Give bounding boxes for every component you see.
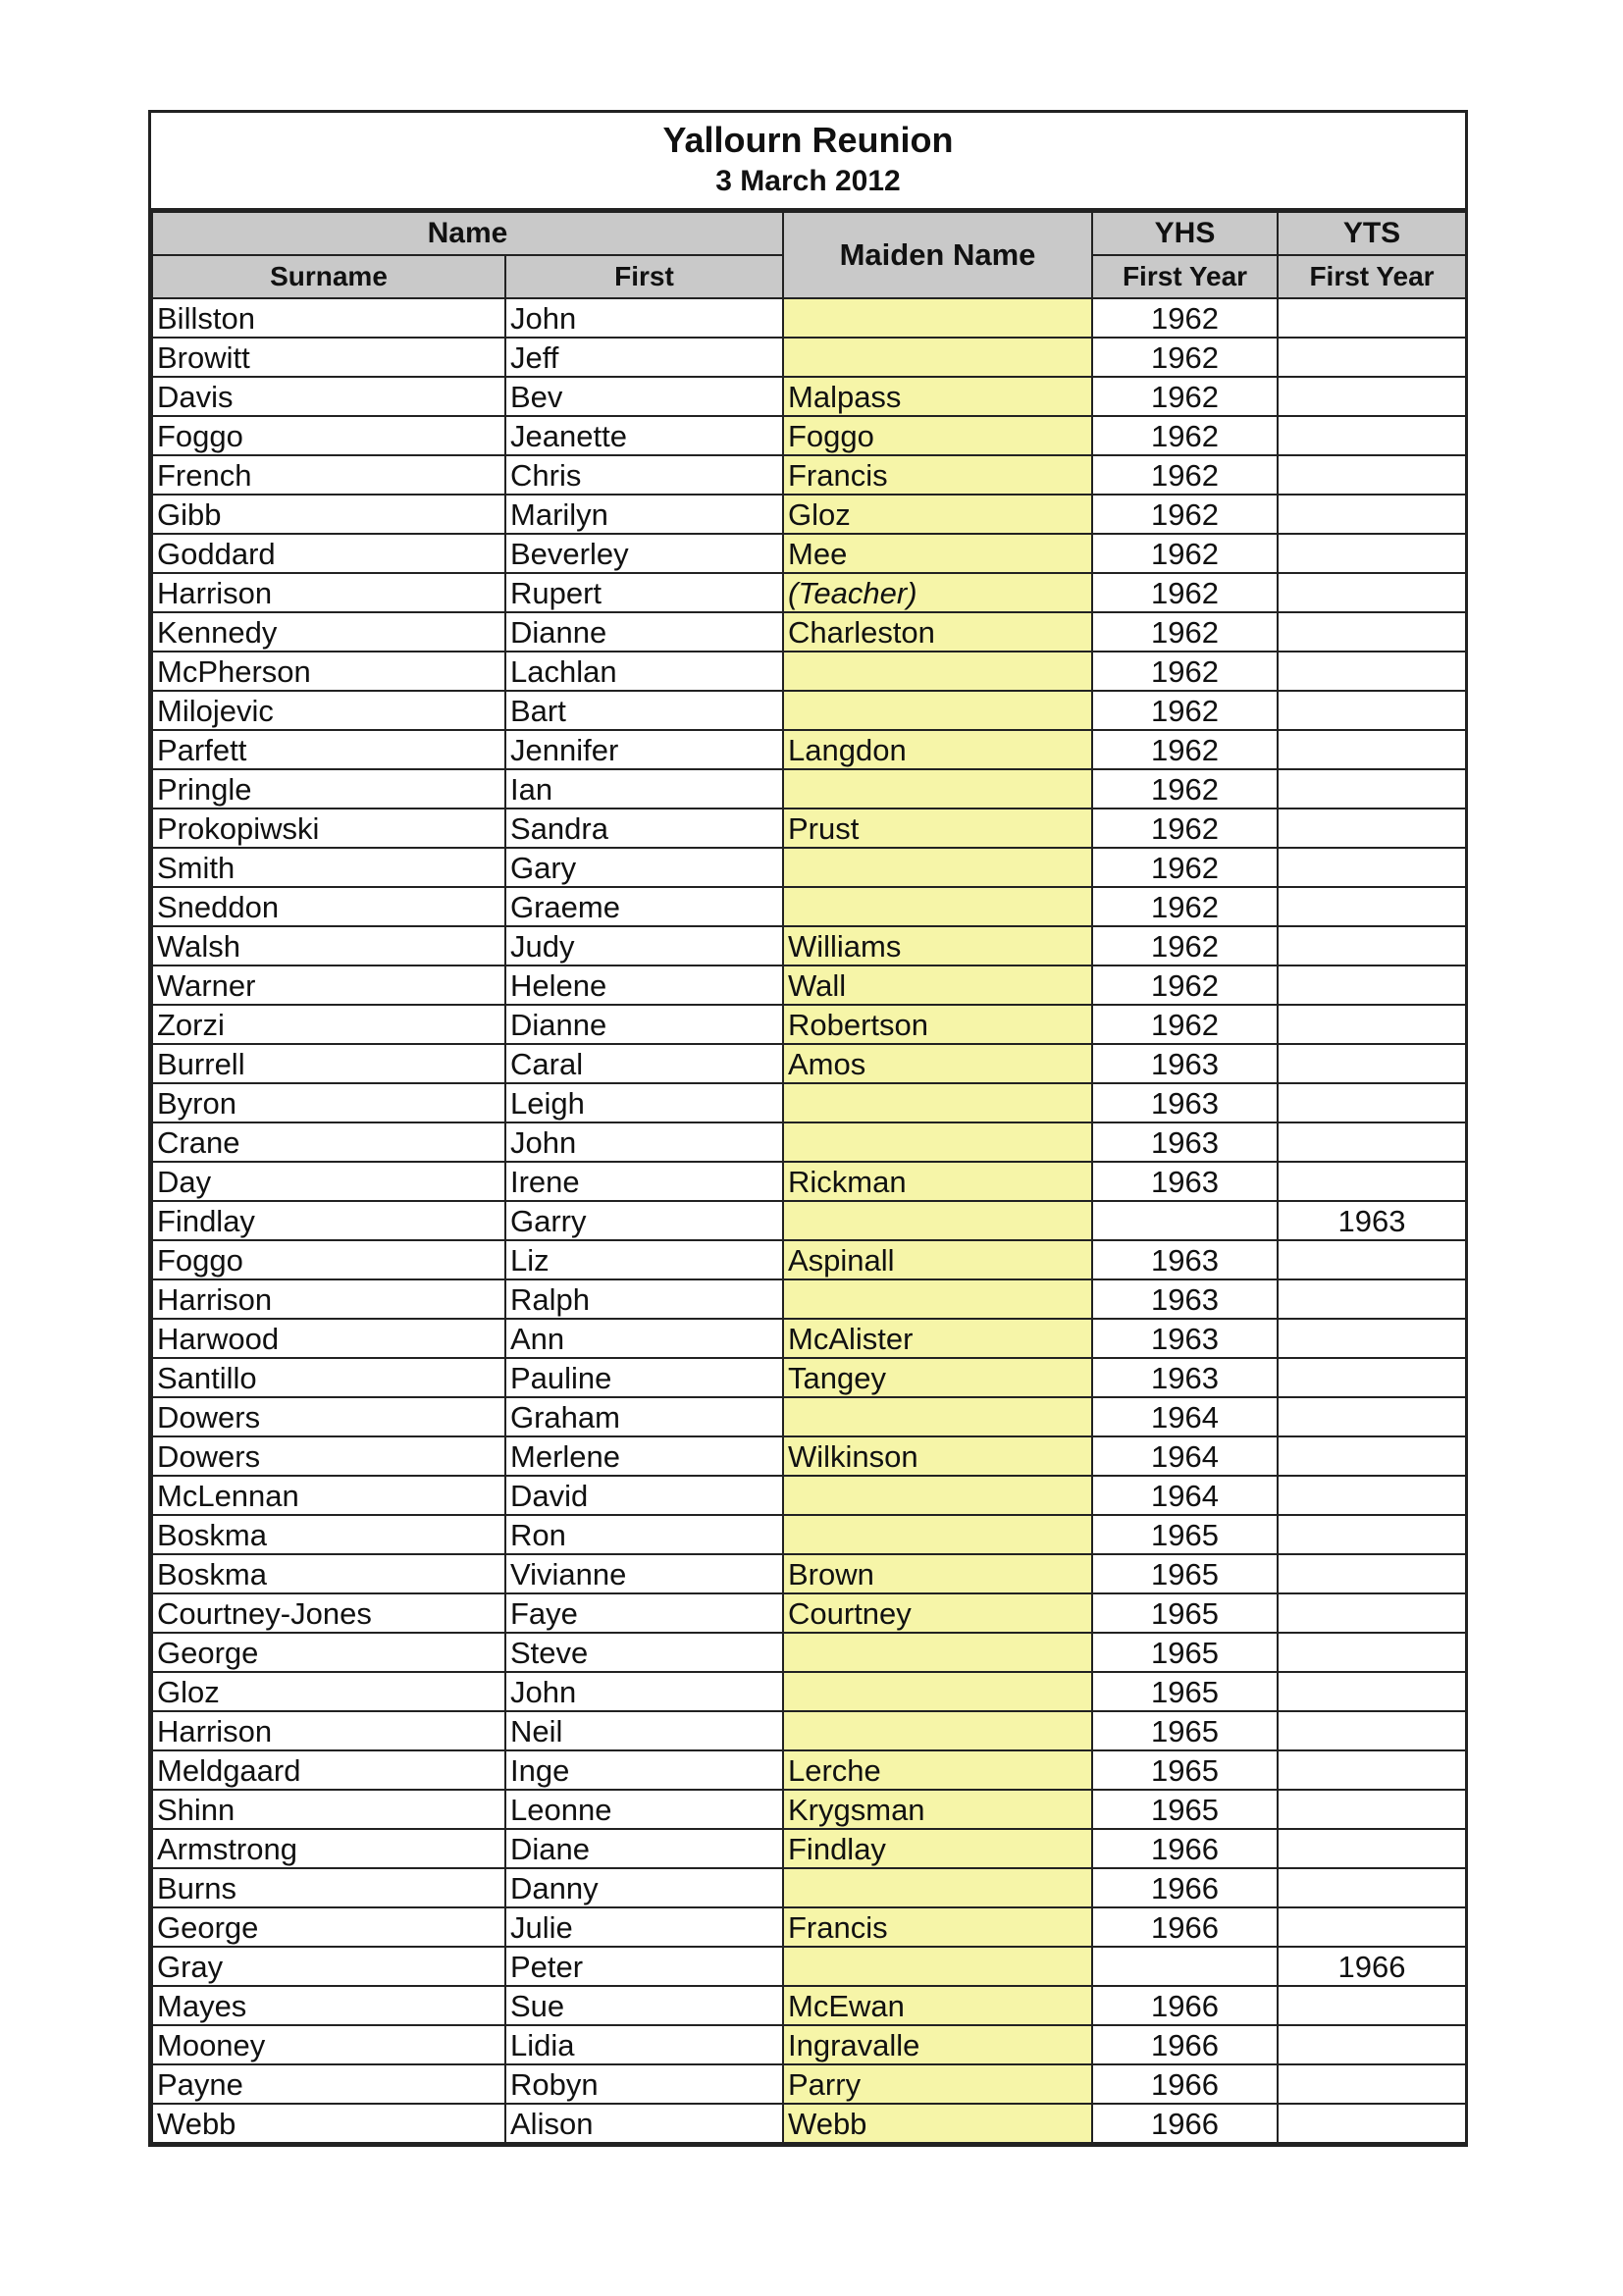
surname-cell: Foggo — [152, 1240, 505, 1279]
first-name-cell: Bart — [505, 691, 783, 730]
surname-cell: Meldgaard — [152, 1750, 505, 1790]
first-name-cell: Inge — [505, 1750, 783, 1790]
yhs-first-year-cell: 1962 — [1092, 612, 1278, 652]
yhs-first-year-cell: 1966 — [1092, 2064, 1278, 2104]
yts-first-year-cell — [1278, 2064, 1466, 2104]
first-name-cell: John — [505, 1672, 783, 1711]
maiden-name-cell: Tangey — [783, 1358, 1092, 1397]
yhs-first-year-cell: 1962 — [1092, 1005, 1278, 1044]
first-name-cell: Bev — [505, 377, 783, 416]
maiden-name-cell: Aspinall — [783, 1240, 1092, 1279]
yts-first-year-cell — [1278, 926, 1466, 965]
surname-cell: Zorzi — [152, 1005, 505, 1044]
yts-first-year-cell — [1278, 2025, 1466, 2064]
table-row — [152, 298, 1466, 338]
maiden-name-cell: Gloz — [783, 495, 1092, 534]
surname-cell: Day — [152, 1162, 505, 1201]
yhs-first-year-cell: 1965 — [1092, 1593, 1278, 1633]
yhs-first-year-cell: 1963 — [1092, 1319, 1278, 1358]
table-row — [152, 652, 1466, 691]
maiden-name-cell: Wilkinson — [783, 1436, 1092, 1476]
yhs-first-year-cell: 1962 — [1092, 455, 1278, 495]
surname-cell: Dowers — [152, 1436, 505, 1476]
first-name-cell: Faye — [505, 1593, 783, 1633]
yhs-first-year-cell: 1965 — [1092, 1711, 1278, 1750]
table-row — [152, 809, 1466, 848]
table-row — [152, 1790, 1466, 1829]
first-name-cell: Caral — [505, 1044, 783, 1083]
yhs-first-year-cell: 1966 — [1092, 2104, 1278, 2143]
yts-first-year-cell — [1278, 1554, 1466, 1593]
yts-first-year-cell — [1278, 1397, 1466, 1436]
yts-first-year-cell — [1278, 730, 1466, 769]
yts-first-year-cell — [1278, 1122, 1466, 1162]
yhs-first-year-cell: 1963 — [1092, 1083, 1278, 1122]
surname-cell: Boskma — [152, 1554, 505, 1593]
yhs-first-year-cell: 1963 — [1092, 1240, 1278, 1279]
surname-cell: Walsh — [152, 926, 505, 965]
yts-first-year-cell — [1278, 534, 1466, 573]
yhs-first-year-cell: 1962 — [1092, 573, 1278, 612]
yts-first-year-cell — [1278, 1083, 1466, 1122]
table-row — [152, 730, 1466, 769]
maiden-name-cell — [783, 298, 1092, 338]
surname-cell: Sneddon — [152, 887, 505, 926]
yhs-first-year-cell: 1964 — [1092, 1397, 1278, 1436]
first-name-cell: Gary — [505, 848, 783, 887]
yhs-first-year-cell: 1963 — [1092, 1162, 1278, 1201]
yts-first-year-cell — [1278, 1044, 1466, 1083]
table-row — [152, 1358, 1466, 1397]
table-row — [152, 1122, 1466, 1162]
first-name-cell: Lachlan — [505, 652, 783, 691]
table-row — [152, 1044, 1466, 1083]
yhs-first-year-cell: 1962 — [1092, 377, 1278, 416]
yts-first-year-cell — [1278, 1279, 1466, 1319]
yhs-first-year-cell: 1965 — [1092, 1790, 1278, 1829]
table-row — [152, 1436, 1466, 1476]
maiden-name-cell: Wall — [783, 965, 1092, 1005]
yts-first-year-cell — [1278, 965, 1466, 1005]
yts-first-year-cell — [1278, 1319, 1466, 1358]
yts-first-year-cell — [1278, 1240, 1466, 1279]
yts-first-year-cell — [1278, 691, 1466, 730]
table-row — [152, 1672, 1466, 1711]
surname-cell: Goddard — [152, 534, 505, 573]
yts-first-year-cell — [1278, 1476, 1466, 1515]
name-group-header: Name — [152, 212, 783, 255]
yhs-header: YHS — [1092, 212, 1278, 255]
surname-cell: Gibb — [152, 495, 505, 534]
yhs-first-year-cell: 1965 — [1092, 1750, 1278, 1790]
yts-first-year-cell — [1278, 1750, 1466, 1790]
first-name-cell: Ralph — [505, 1279, 783, 1319]
yhs-first-year-cell: 1966 — [1092, 1986, 1278, 2025]
surname-cell: Pringle — [152, 769, 505, 809]
table-row — [152, 926, 1466, 965]
yhs-first-year-cell: 1962 — [1092, 416, 1278, 455]
table-row — [152, 1750, 1466, 1790]
surname-cell: George — [152, 1907, 505, 1947]
maiden-name-cell: Lerche — [783, 1750, 1092, 1790]
maiden-name-cell: Ingravalle — [783, 2025, 1092, 2064]
event-date: 3 March 2012 — [715, 165, 901, 197]
yhs-first-year-cell: 1965 — [1092, 1672, 1278, 1711]
first-name-cell: Ian — [505, 769, 783, 809]
surname-cell: Gray — [152, 1947, 505, 1986]
table-row — [152, 1005, 1466, 1044]
surname-cell: Armstrong — [152, 1829, 505, 1868]
yts-first-year-cell: 1963 — [1278, 1201, 1466, 1240]
yts-first-year-cell — [1278, 455, 1466, 495]
table-row — [152, 1319, 1466, 1358]
table-row — [152, 691, 1466, 730]
surname-cell: Boskma — [152, 1515, 505, 1554]
maiden-name-cell: Courtney — [783, 1593, 1092, 1633]
first-name-cell: Graham — [505, 1397, 783, 1436]
yhs-first-year-cell: 1965 — [1092, 1554, 1278, 1593]
maiden-name-cell — [783, 691, 1092, 730]
maiden-name-cell — [783, 1397, 1092, 1436]
first-name-cell: Liz — [505, 1240, 783, 1279]
first-name-cell: Leigh — [505, 1083, 783, 1122]
yhs-first-year-cell: 1964 — [1092, 1476, 1278, 1515]
first-name-cell: Jeff — [505, 338, 783, 377]
first-name-cell: Ron — [505, 1515, 783, 1554]
yhs-first-year-cell: 1965 — [1092, 1633, 1278, 1672]
attendee-table — [151, 211, 1467, 2144]
maiden-name-cell: McAlister — [783, 1319, 1092, 1358]
maiden-name-cell: Charleston — [783, 612, 1092, 652]
maiden-name-cell: Francis — [783, 1907, 1092, 1947]
surname-cell: Harwood — [152, 1319, 505, 1358]
first-name-cell: Helene — [505, 965, 783, 1005]
table-row — [152, 1633, 1466, 1672]
yts-first-year-cell — [1278, 495, 1466, 534]
yts-first-year-cell — [1278, 652, 1466, 691]
maiden-name-cell — [783, 338, 1092, 377]
surname-cell: Mooney — [152, 2025, 505, 2064]
table-row — [152, 1986, 1466, 2025]
maiden-name-cell — [783, 1083, 1092, 1122]
table-row — [152, 377, 1466, 416]
first-name-cell: Dianne — [505, 612, 783, 652]
first-name-cell: John — [505, 298, 783, 338]
maiden-name-cell — [783, 1476, 1092, 1515]
yhs-first-year-cell: 1966 — [1092, 1907, 1278, 1947]
first-name-cell: Jeanette — [505, 416, 783, 455]
surname-cell: Prokopiwski — [152, 809, 505, 848]
surname-cell: Webb — [152, 2104, 505, 2143]
yhs-first-year-cell — [1092, 1201, 1278, 1240]
maiden-name-cell: Krygsman — [783, 1790, 1092, 1829]
surname-cell: Santillo — [152, 1358, 505, 1397]
table-row — [152, 338, 1466, 377]
table-row — [152, 1868, 1466, 1907]
maiden-name-cell: Robertson — [783, 1005, 1092, 1044]
yts-first-year-cell — [1278, 1005, 1466, 1044]
yhs-first-year-cell: 1962 — [1092, 887, 1278, 926]
yhs-first-year-cell: 1962 — [1092, 534, 1278, 573]
table-row — [152, 1083, 1466, 1122]
maiden-name-cell: Langdon — [783, 730, 1092, 769]
maiden-name-cell: Francis — [783, 455, 1092, 495]
yts-first-year-cell — [1278, 1790, 1466, 1829]
yhs-first-year-cell: 1962 — [1092, 691, 1278, 730]
surname-cell: Crane — [152, 1122, 505, 1162]
first-name-cell: Neil — [505, 1711, 783, 1750]
yhs-first-year-cell: 1962 — [1092, 848, 1278, 887]
maiden-name-cell: Webb — [783, 2104, 1092, 2143]
surname-cell: Browitt — [152, 338, 505, 377]
yhs-first-year-cell: 1964 — [1092, 1436, 1278, 1476]
maiden-name-cell — [783, 1201, 1092, 1240]
surname-cell: Billston — [152, 298, 505, 338]
yhs-first-year-cell: 1962 — [1092, 298, 1278, 338]
yhs-first-year-cell: 1962 — [1092, 926, 1278, 965]
table-row — [152, 1907, 1466, 1947]
surname-cell: Warner — [152, 965, 505, 1005]
table-row — [152, 965, 1466, 1005]
yhs-first-year-cell: 1962 — [1092, 965, 1278, 1005]
maiden-name-cell — [783, 848, 1092, 887]
table-row — [152, 2104, 1466, 2143]
yts-first-year-header: First Year — [1278, 255, 1466, 298]
surname-cell: Harrison — [152, 1279, 505, 1319]
yts-first-year-cell — [1278, 298, 1466, 338]
first-name-cell: Sue — [505, 1986, 783, 2025]
surname-cell: Harrison — [152, 1711, 505, 1750]
surname-cell: Payne — [152, 2064, 505, 2104]
maiden-name-cell — [783, 769, 1092, 809]
surname-header: Surname — [152, 255, 505, 298]
first-name-cell: Alison — [505, 2104, 783, 2143]
first-name-cell: Steve — [505, 1633, 783, 1672]
surname-cell: McLennan — [152, 1476, 505, 1515]
maiden-name-cell — [783, 1947, 1092, 1986]
table-row — [152, 887, 1466, 926]
first-name-cell: Graeme — [505, 887, 783, 926]
surname-cell: Courtney-Jones — [152, 1593, 505, 1633]
surname-cell: Parfett — [152, 730, 505, 769]
page-title: Yallourn Reunion — [662, 120, 954, 160]
first-name-cell: Leonne — [505, 1790, 783, 1829]
yts-first-year-cell — [1278, 1986, 1466, 2025]
maiden-name-cell — [783, 887, 1092, 926]
surname-cell: Burns — [152, 1868, 505, 1907]
yhs-first-year-cell: 1963 — [1092, 1122, 1278, 1162]
surname-cell: Davis — [152, 377, 505, 416]
surname-cell: Burrell — [152, 1044, 505, 1083]
surname-cell: Kennedy — [152, 612, 505, 652]
maiden-name-cell — [783, 1711, 1092, 1750]
yts-first-year-cell — [1278, 416, 1466, 455]
first-name-cell: Marilyn — [505, 495, 783, 534]
yts-first-year-cell — [1278, 612, 1466, 652]
table-row — [152, 2025, 1466, 2064]
table-row — [152, 1162, 1466, 1201]
yts-first-year-cell — [1278, 1633, 1466, 1672]
first-name-cell: Dianne — [505, 1005, 783, 1044]
table-row — [152, 1829, 1466, 1868]
maiden-name-cell: Parry — [783, 2064, 1092, 2104]
yts-first-year-cell — [1278, 2104, 1466, 2143]
first-name-cell: Peter — [505, 1947, 783, 1986]
maiden-name-cell — [783, 1868, 1092, 1907]
table-row — [152, 1515, 1466, 1554]
surname-cell: Shinn — [152, 1790, 505, 1829]
first-name-header: First — [505, 255, 783, 298]
surname-cell: Gloz — [152, 1672, 505, 1711]
maiden-name-cell: Rickman — [783, 1162, 1092, 1201]
table-row — [152, 1240, 1466, 1279]
table-row — [152, 2064, 1466, 2104]
first-name-cell: Robyn — [505, 2064, 783, 2104]
first-name-cell: Garry — [505, 1201, 783, 1240]
first-name-cell: Jennifer — [505, 730, 783, 769]
table-row — [152, 416, 1466, 455]
table-row — [152, 1476, 1466, 1515]
table-row — [152, 573, 1466, 612]
yts-first-year-cell — [1278, 1593, 1466, 1633]
yhs-first-year-cell: 1966 — [1092, 2025, 1278, 2064]
yts-first-year-cell — [1278, 1436, 1466, 1476]
first-name-cell: Ann — [505, 1319, 783, 1358]
first-name-cell: Danny — [505, 1868, 783, 1907]
surname-cell: Harrison — [152, 573, 505, 612]
maiden-name-cell: Malpass — [783, 377, 1092, 416]
yts-first-year-cell — [1278, 769, 1466, 809]
table-row — [152, 1947, 1466, 1986]
table-row — [152, 1279, 1466, 1319]
table-row — [152, 495, 1466, 534]
first-name-cell: Beverley — [505, 534, 783, 573]
yts-first-year-cell — [1278, 1162, 1466, 1201]
table-row — [152, 1593, 1466, 1633]
yhs-first-year-cell — [1092, 1947, 1278, 1986]
first-name-cell: Rupert — [505, 573, 783, 612]
table-row — [152, 848, 1466, 887]
yhs-first-year-header: First Year — [1092, 255, 1278, 298]
first-name-cell: Lidia — [505, 2025, 783, 2064]
surname-cell: George — [152, 1633, 505, 1672]
yts-first-year-cell — [1278, 809, 1466, 848]
first-name-cell: Merlene — [505, 1436, 783, 1476]
surname-cell: Dowers — [152, 1397, 505, 1436]
yts-first-year-cell — [1278, 1868, 1466, 1907]
yts-first-year-cell — [1278, 1358, 1466, 1397]
first-name-cell: John — [505, 1122, 783, 1162]
yts-first-year-cell — [1278, 848, 1466, 887]
attendee-rows — [152, 298, 1466, 2143]
yts-first-year-cell — [1278, 377, 1466, 416]
maiden-name-cell — [783, 652, 1092, 691]
table-row — [152, 1201, 1466, 1240]
yts-first-year-cell: 1966 — [1278, 1947, 1466, 1986]
maiden-name-cell: Brown — [783, 1554, 1092, 1593]
yts-first-year-cell — [1278, 1711, 1466, 1750]
table-row — [152, 769, 1466, 809]
maiden-name-cell — [783, 1672, 1092, 1711]
maiden-name-cell: (Teacher) — [783, 573, 1092, 612]
surname-cell: French — [152, 455, 505, 495]
table-row — [152, 1397, 1466, 1436]
surname-cell: Findlay — [152, 1201, 505, 1240]
yhs-first-year-cell: 1962 — [1092, 769, 1278, 809]
first-name-cell: Sandra — [505, 809, 783, 848]
surname-cell: Foggo — [152, 416, 505, 455]
yts-header: YTS — [1278, 212, 1466, 255]
first-name-cell: Irene — [505, 1162, 783, 1201]
first-name-cell: Julie — [505, 1907, 783, 1947]
maiden-name-cell: Amos — [783, 1044, 1092, 1083]
yhs-first-year-cell: 1963 — [1092, 1358, 1278, 1397]
maiden-name-cell: Foggo — [783, 416, 1092, 455]
surname-cell: Mayes — [152, 1986, 505, 2025]
yts-first-year-cell — [1278, 1829, 1466, 1868]
yhs-first-year-cell: 1962 — [1092, 730, 1278, 769]
maiden-name-header: Maiden Name — [783, 212, 1092, 298]
table-row — [152, 1554, 1466, 1593]
yhs-first-year-cell: 1963 — [1092, 1279, 1278, 1319]
surname-cell: Byron — [152, 1083, 505, 1122]
yhs-first-year-cell: 1966 — [1092, 1868, 1278, 1907]
yhs-first-year-cell: 1966 — [1092, 1829, 1278, 1868]
yts-first-year-cell — [1278, 887, 1466, 926]
first-name-cell: Chris — [505, 455, 783, 495]
first-name-cell: Diane — [505, 1829, 783, 1868]
table-row — [152, 534, 1466, 573]
yhs-first-year-cell: 1962 — [1092, 495, 1278, 534]
surname-cell: McPherson — [152, 652, 505, 691]
yhs-first-year-cell: 1962 — [1092, 652, 1278, 691]
maiden-name-cell — [783, 1122, 1092, 1162]
maiden-name-cell: Prust — [783, 809, 1092, 848]
first-name-cell: David — [505, 1476, 783, 1515]
maiden-name-cell: Williams — [783, 926, 1092, 965]
yts-first-year-cell — [1278, 338, 1466, 377]
title-box — [151, 113, 1465, 211]
yts-first-year-cell — [1278, 1672, 1466, 1711]
yts-first-year-cell — [1278, 1515, 1466, 1554]
yhs-first-year-cell: 1962 — [1092, 809, 1278, 848]
table-row — [152, 612, 1466, 652]
first-name-cell: Pauline — [505, 1358, 783, 1397]
table-row — [152, 1711, 1466, 1750]
reunion-sheet — [148, 110, 1468, 2147]
yts-first-year-cell — [1278, 573, 1466, 612]
maiden-name-cell: McEwan — [783, 1986, 1092, 2025]
maiden-name-cell — [783, 1279, 1092, 1319]
first-name-cell: Vivianne — [505, 1554, 783, 1593]
yhs-first-year-cell: 1963 — [1092, 1044, 1278, 1083]
surname-cell: Milojevic — [152, 691, 505, 730]
maiden-name-cell — [783, 1633, 1092, 1672]
first-name-cell: Judy — [505, 926, 783, 965]
yts-first-year-cell — [1278, 1907, 1466, 1947]
maiden-name-cell: Mee — [783, 534, 1092, 573]
maiden-name-cell — [783, 1515, 1092, 1554]
surname-cell: Smith — [152, 848, 505, 887]
table-row — [152, 455, 1466, 495]
maiden-name-cell: Findlay — [783, 1829, 1092, 1868]
yhs-first-year-cell: 1962 — [1092, 338, 1278, 377]
yhs-first-year-cell: 1965 — [1092, 1515, 1278, 1554]
